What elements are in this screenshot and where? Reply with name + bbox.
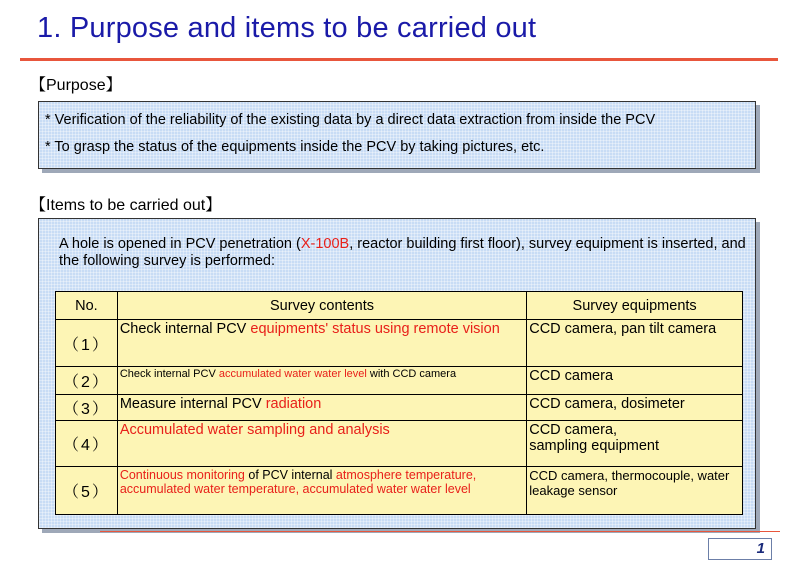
table-row	[56, 320, 743, 367]
table-row	[56, 421, 743, 467]
row-contents	[117, 421, 526, 467]
intro-text-b: , reactor building first floor), survey equipment is inserted, and the following survey is performed:	[59, 236, 746, 269]
row-equipment: CCD camera, dosimeter	[527, 395, 743, 421]
row-equipment	[527, 421, 743, 467]
contents-highlight: Continuous monitoring	[119, 468, 245, 482]
table-row	[56, 467, 743, 515]
purpose-line-2: * To grasp the status of the equipments inside the PCV by taking pictures, etc.	[45, 139, 545, 155]
purpose-heading: 【Purpose】	[30, 77, 122, 94]
page-title: 1. Purpose and items to be carried out	[37, 12, 537, 44]
row-contents	[117, 395, 526, 421]
items-box	[38, 218, 756, 529]
contents-text: of PCV internal	[244, 468, 336, 482]
survey-table	[55, 291, 743, 515]
footer-divider	[100, 531, 780, 532]
contents-text: Check internal PCV	[119, 368, 219, 380]
page-number: 1	[756, 540, 765, 557]
purpose-line-1: * Verification of the reliability of the existing data by a direct data extraction from inside the PCV	[45, 112, 656, 128]
contents-highlight-2: atmosphere temperature, accumulated water temperature, accumulated water water level	[119, 468, 477, 496]
row-contents	[117, 320, 526, 367]
contents-highlight: radiation	[265, 396, 322, 412]
contents-text-2: with CCD camera	[366, 368, 457, 380]
row-equipment: CCD camera, thermocouple, water leakage sensor	[527, 467, 743, 515]
page-number-box	[708, 538, 772, 560]
row-equipment: CCD camera	[527, 367, 743, 395]
purpose-box	[38, 101, 756, 169]
penetration-id: X-100B	[300, 236, 350, 252]
row-number: （4）	[56, 421, 118, 467]
equipment-line-1: CCD camera,	[529, 422, 618, 438]
row-number: （2）	[56, 367, 118, 395]
items-intro	[59, 236, 749, 270]
header-contents: Survey contents	[117, 292, 526, 320]
row-number: （3）	[56, 395, 118, 421]
row-number: （1）	[56, 320, 118, 367]
title-divider	[20, 58, 778, 61]
equipment-line-2: sampling equipment	[529, 438, 659, 454]
items-heading: 【Items to be carried out】	[30, 197, 222, 214]
contents-highlight: equipments' status using remote vision	[250, 321, 500, 337]
contents-text: Check internal PCV	[119, 321, 251, 337]
row-contents	[117, 467, 526, 515]
contents-highlight: Accumulated water sampling and analysis	[119, 422, 390, 438]
table-row	[56, 367, 743, 395]
contents-text: Measure internal PCV	[119, 396, 266, 412]
row-contents	[117, 367, 526, 395]
header-equipment: Survey equipments	[527, 292, 743, 320]
table-row	[56, 395, 743, 421]
intro-text-a: A hole is opened in PCV penetration (	[59, 236, 301, 252]
contents-highlight: accumulated water water level	[218, 368, 367, 380]
row-number: （5）	[56, 467, 118, 515]
header-no: No.	[56, 292, 118, 320]
row-equipment: CCD camera, pan tilt camera	[527, 320, 743, 367]
table-header-row	[56, 292, 743, 320]
